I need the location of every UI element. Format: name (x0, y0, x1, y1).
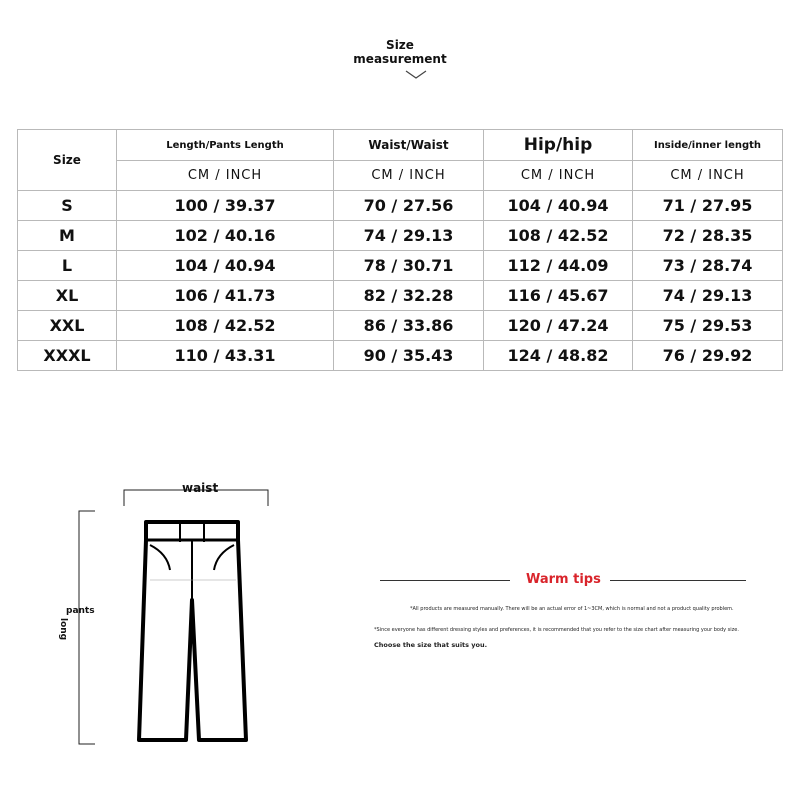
value-cell: 73 / 28.74 (633, 251, 783, 281)
value-cell: 72 / 28.35 (633, 221, 783, 251)
value-cell: 70 / 27.56 (334, 191, 484, 221)
size-label: S (18, 191, 117, 221)
value-cell: 116 / 45.67 (484, 281, 633, 311)
size-label: XXXL (18, 341, 117, 371)
waist-label: waist (182, 481, 219, 495)
title-line-2: measurement (353, 52, 447, 66)
value-cell: 76 / 29.92 (633, 341, 783, 371)
header-hip: Hip/hip (484, 130, 633, 161)
unit-cell: CM / INCH (117, 161, 334, 191)
table-row (18, 191, 783, 221)
value-cell: 78 / 30.71 (334, 251, 484, 281)
tip-line-2: *Since everyone has different dressing styles and preferences, it is recommended that you refer to the size chart after measuring your body size. (374, 627, 739, 633)
tip-line-1: *All products are measured manually. There will be an actual error of 1~3CM, which is normal and not a product quality problem. (410, 606, 734, 612)
size-label: XL (18, 281, 117, 311)
table-header-row (18, 130, 783, 161)
size-label: XXL (18, 311, 117, 341)
value-cell: 71 / 27.95 (633, 191, 783, 221)
chevron-down-icon (405, 70, 427, 80)
unit-cell: CM / INCH (484, 161, 633, 191)
tips-divider-right (610, 580, 746, 581)
unit-cell: CM / INCH (633, 161, 783, 191)
table-row (18, 221, 783, 251)
value-cell: 110 / 43.31 (117, 341, 334, 371)
page-title (0, 38, 800, 66)
tips-divider-left (380, 580, 510, 581)
value-cell: 74 / 29.13 (633, 281, 783, 311)
value-cell: 74 / 29.13 (334, 221, 484, 251)
value-cell: 104 / 40.94 (117, 251, 334, 281)
value-cell: 120 / 47.24 (484, 311, 633, 341)
table-row (18, 341, 783, 371)
value-cell: 112 / 44.09 (484, 251, 633, 281)
size-label: M (18, 221, 117, 251)
pants-label: pants (66, 606, 95, 616)
table-unit-row (18, 161, 783, 191)
value-cell: 104 / 40.94 (484, 191, 633, 221)
pants-diagram (0, 460, 360, 790)
tip-line-3: Choose the size that suits you. (374, 641, 488, 649)
value-cell: 124 / 48.82 (484, 341, 633, 371)
length-bracket (79, 511, 95, 744)
size-label: L (18, 251, 117, 281)
header-length: Length/Pants Length (117, 130, 334, 161)
value-cell: 82 / 32.28 (334, 281, 484, 311)
value-cell: 86 / 33.86 (334, 311, 484, 341)
value-cell: 106 / 41.73 (117, 281, 334, 311)
size-table (17, 129, 783, 371)
title-line-1: Size (386, 38, 414, 52)
value-cell: 102 / 40.16 (117, 221, 334, 251)
pants-details (150, 524, 234, 600)
header-size: Size (18, 130, 117, 191)
table-row (18, 251, 783, 281)
table-row (18, 281, 783, 311)
table-row (18, 311, 783, 341)
header-inseam: Inside/inner length (633, 130, 783, 161)
value-cell: 90 / 35.43 (334, 341, 484, 371)
header-waist: Waist/Waist (334, 130, 484, 161)
long-label: long (58, 618, 68, 641)
value-cell: 75 / 29.53 (633, 311, 783, 341)
value-cell: 108 / 42.52 (117, 311, 334, 341)
value-cell: 108 / 42.52 (484, 221, 633, 251)
tips-title: Warm tips (526, 572, 601, 587)
unit-cell: CM / INCH (334, 161, 484, 191)
value-cell: 100 / 39.37 (117, 191, 334, 221)
